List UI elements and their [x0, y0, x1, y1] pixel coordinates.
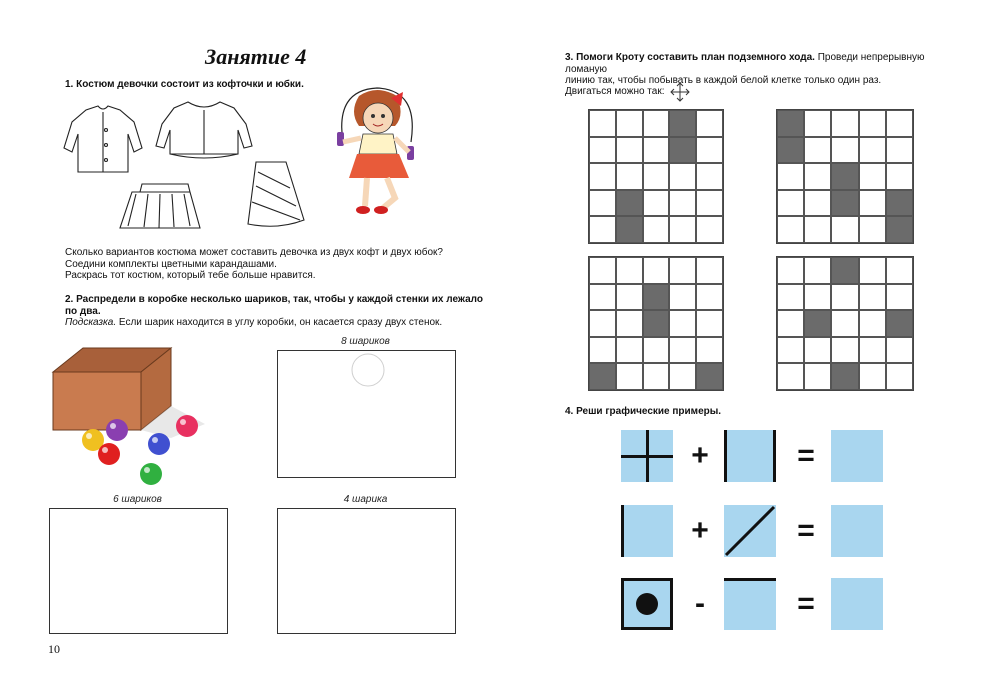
maze-cell-open[interactable]	[804, 257, 831, 284]
maze-grid-2[interactable]	[776, 109, 914, 244]
maze-cell-open[interactable]	[831, 110, 858, 137]
equals-operator: =	[797, 587, 815, 620]
maze-cell-open[interactable]	[886, 284, 913, 311]
maze-cell-blocked	[643, 310, 670, 337]
maze-cell-open[interactable]	[804, 363, 831, 390]
task2-heading-line2: по два.	[65, 306, 101, 317]
maze-cell-blocked	[643, 284, 670, 311]
plus-operator: +	[691, 439, 709, 472]
task3-heading	[565, 52, 965, 87]
maze-cell-open[interactable]	[589, 137, 616, 164]
maze-grid-1[interactable]	[588, 109, 724, 244]
maze-cell-open[interactable]	[859, 310, 886, 337]
girl-jumping-rope-illustration	[325, 82, 430, 232]
blouse-2-illustration	[156, 102, 252, 158]
square-left-border	[621, 505, 673, 557]
maze-cell-blocked	[696, 363, 723, 390]
maze-cell-open[interactable]	[859, 337, 886, 364]
maze-cell-open[interactable]	[777, 163, 804, 190]
equals-operator: =	[797, 439, 815, 472]
maze-cell-open[interactable]	[669, 284, 696, 311]
maze-cell-open[interactable]	[696, 110, 723, 137]
maze-cell-open[interactable]	[804, 216, 831, 243]
maze-cell-open[interactable]	[589, 163, 616, 190]
maze-cell-open[interactable]	[859, 137, 886, 164]
maze-cell-open[interactable]	[696, 337, 723, 364]
hint-label: Подсказка.	[65, 317, 117, 328]
maze-cell-open[interactable]	[669, 337, 696, 364]
move-label: Двигаться можно так:	[565, 86, 665, 97]
maze-cell-open[interactable]	[886, 363, 913, 390]
maze-cell-open[interactable]	[804, 190, 831, 217]
maze-cell-blocked	[669, 137, 696, 164]
maze-cell-blocked	[669, 110, 696, 137]
clothing-illustrations	[58, 100, 318, 235]
maze-cell-open[interactable]	[696, 190, 723, 217]
ball-placeholder-circle	[348, 352, 388, 392]
square-top-border	[724, 578, 776, 630]
skirt-2-illustration	[248, 162, 304, 226]
maze-cell-open[interactable]	[643, 216, 670, 243]
maze-cell-open[interactable]	[859, 216, 886, 243]
maze-cell-open[interactable]	[589, 337, 616, 364]
task1-line: Раскрась тот костюм, который тебе больше нравится.	[65, 270, 316, 281]
maze-cell-open[interactable]	[616, 310, 643, 337]
maze-cell-open[interactable]	[616, 110, 643, 137]
maze-cell-open[interactable]	[777, 284, 804, 311]
maze-cell-open[interactable]	[696, 257, 723, 284]
maze-cell-open[interactable]	[616, 163, 643, 190]
maze-cell-open[interactable]	[777, 337, 804, 364]
maze-cell-open[interactable]	[777, 310, 804, 337]
maze-cell-blocked	[589, 363, 616, 390]
maze-cell-open[interactable]	[777, 363, 804, 390]
task3-heading-bold: 3. Помоги Кроту составить план подземного хода.	[565, 52, 815, 63]
maze-cell-open[interactable]	[696, 163, 723, 190]
maze-cell-open[interactable]	[777, 190, 804, 217]
maze-cell-open[interactable]	[777, 216, 804, 243]
maze-cell-open[interactable]	[831, 310, 858, 337]
maze-cell-open[interactable]	[831, 284, 858, 311]
task1-questions	[65, 247, 465, 282]
maze-cell-open[interactable]	[831, 337, 858, 364]
answer-square-1[interactable]	[831, 430, 883, 482]
maze-cell-open[interactable]	[616, 284, 643, 311]
maze-cell-open[interactable]	[831, 137, 858, 164]
maze-cell-open[interactable]	[669, 310, 696, 337]
maze-cell-open[interactable]	[589, 284, 616, 311]
maze-cell-open[interactable]	[831, 216, 858, 243]
maze-cell-open[interactable]	[589, 190, 616, 217]
maze-cell-open[interactable]	[616, 363, 643, 390]
equals-operator: =	[797, 514, 815, 547]
maze-cell-blocked	[831, 257, 858, 284]
square-cross-lines	[621, 430, 673, 482]
page-number: 10	[48, 642, 60, 656]
maze-cell-open[interactable]	[669, 190, 696, 217]
maze-cell-open[interactable]	[643, 257, 670, 284]
maze-cell-open[interactable]	[804, 137, 831, 164]
maze-cell-open[interactable]	[589, 110, 616, 137]
answer-square-2[interactable]	[831, 505, 883, 557]
task2-heading	[65, 294, 485, 318]
maze-cell-open[interactable]	[804, 284, 831, 311]
maze-cell-open[interactable]	[804, 110, 831, 137]
maze-cell-open[interactable]	[669, 216, 696, 243]
maze-cell-open[interactable]	[589, 310, 616, 337]
caption-6-balls: 6 шариков	[113, 494, 162, 505]
maze-cell-open[interactable]	[643, 190, 670, 217]
maze-cell-open[interactable]	[643, 163, 670, 190]
maze-cell-open[interactable]	[616, 337, 643, 364]
maze-cell-open[interactable]	[669, 163, 696, 190]
maze-cell-blocked	[777, 137, 804, 164]
maze-cell-open[interactable]	[859, 257, 886, 284]
maze-cell-open[interactable]	[804, 337, 831, 364]
maze-cell-blocked	[616, 216, 643, 243]
maze-cell-open[interactable]	[616, 137, 643, 164]
maze-cell-open[interactable]	[669, 363, 696, 390]
hint-text: Если шарик находится в углу коробки, он касается сразу двух стенок.	[116, 317, 443, 328]
four-way-arrows-icon	[669, 81, 691, 103]
maze-cell-blocked	[886, 310, 913, 337]
caption-8-balls: 8 шариков	[341, 336, 390, 347]
box-frame-8-balls[interactable]	[277, 350, 456, 478]
blouse-1-illustration	[64, 106, 142, 172]
maze-cell-open[interactable]	[859, 163, 886, 190]
maze-cell-open[interactable]	[669, 257, 696, 284]
task3-heading-rest: Проведи непрерывную ломаную	[565, 52, 925, 75]
maze-cell-blocked	[831, 163, 858, 190]
task1-line: Соедини комплекты цветными карандашами.	[65, 258, 277, 270]
task1-line: Сколько вариантов костюма может составить девочка из двух кофт и двух юбок?	[65, 247, 443, 258]
caption-4-balls: 4 шарика	[343, 494, 388, 505]
task4-heading: 4. Реши графические примеры.	[565, 406, 722, 417]
task2-heading-line1: 2. Распредели в коробке несколько шариков, так, чтобы у каждой стенки их лежало	[65, 294, 483, 305]
task2-hint	[65, 317, 442, 328]
skirt-1-illustration	[120, 184, 200, 228]
maze-cell-blocked	[886, 216, 913, 243]
maze-cell-open[interactable]	[886, 137, 913, 164]
answer-square-3[interactable]	[831, 578, 883, 630]
maze-cell-open[interactable]	[886, 163, 913, 190]
lesson-title: Занятие 4	[205, 44, 307, 69]
maze-cell-open[interactable]	[804, 163, 831, 190]
maze-cell-open[interactable]	[777, 257, 804, 284]
maze-cell-blocked	[886, 190, 913, 217]
maze-cell-open[interactable]	[643, 137, 670, 164]
maze-cell-open[interactable]	[859, 190, 886, 217]
maze-cell-open[interactable]	[696, 310, 723, 337]
maze-cell-blocked	[804, 310, 831, 337]
maze-cell-blocked	[831, 363, 858, 390]
maze-cell-open[interactable]	[643, 110, 670, 137]
maze-cell-open[interactable]	[589, 216, 616, 243]
maze-cell-open[interactable]	[589, 257, 616, 284]
maze-cell-open[interactable]	[643, 363, 670, 390]
box-frame-4-balls[interactable]	[277, 508, 456, 634]
maze-grid-4[interactable]	[776, 256, 914, 391]
maze-cell-blocked	[831, 190, 858, 217]
minus-operator: -	[695, 587, 705, 620]
task1-heading: 1. Костюм девочки состоит из кофточки и юбки.	[65, 79, 304, 90]
maze-cell-open[interactable]	[616, 257, 643, 284]
maze-cell-blocked	[777, 110, 804, 137]
maze-cell-open[interactable]	[886, 337, 913, 364]
box-with-balls-illustration	[45, 342, 215, 492]
maze-cell-open[interactable]	[696, 284, 723, 311]
maze-cell-open[interactable]	[696, 216, 723, 243]
maze-cell-open[interactable]	[886, 110, 913, 137]
maze-cell-open[interactable]	[886, 257, 913, 284]
maze-cell-open[interactable]	[859, 363, 886, 390]
square-diagonal-line	[724, 505, 776, 557]
maze-grid-3[interactable]	[588, 256, 724, 391]
maze-cell-open[interactable]	[859, 110, 886, 137]
box-frame-6-balls[interactable]	[49, 508, 228, 634]
maze-cell-open[interactable]	[696, 137, 723, 164]
maze-cell-blocked	[616, 190, 643, 217]
square-dot-framed	[621, 578, 673, 630]
square-side-borders	[724, 430, 776, 482]
maze-cell-open[interactable]	[643, 337, 670, 364]
plus-operator: +	[691, 514, 709, 547]
maze-cell-open[interactable]	[859, 284, 886, 311]
task3-line2: линию так, чтобы побывать в каждой белой клетке только один раз.	[565, 75, 882, 86]
